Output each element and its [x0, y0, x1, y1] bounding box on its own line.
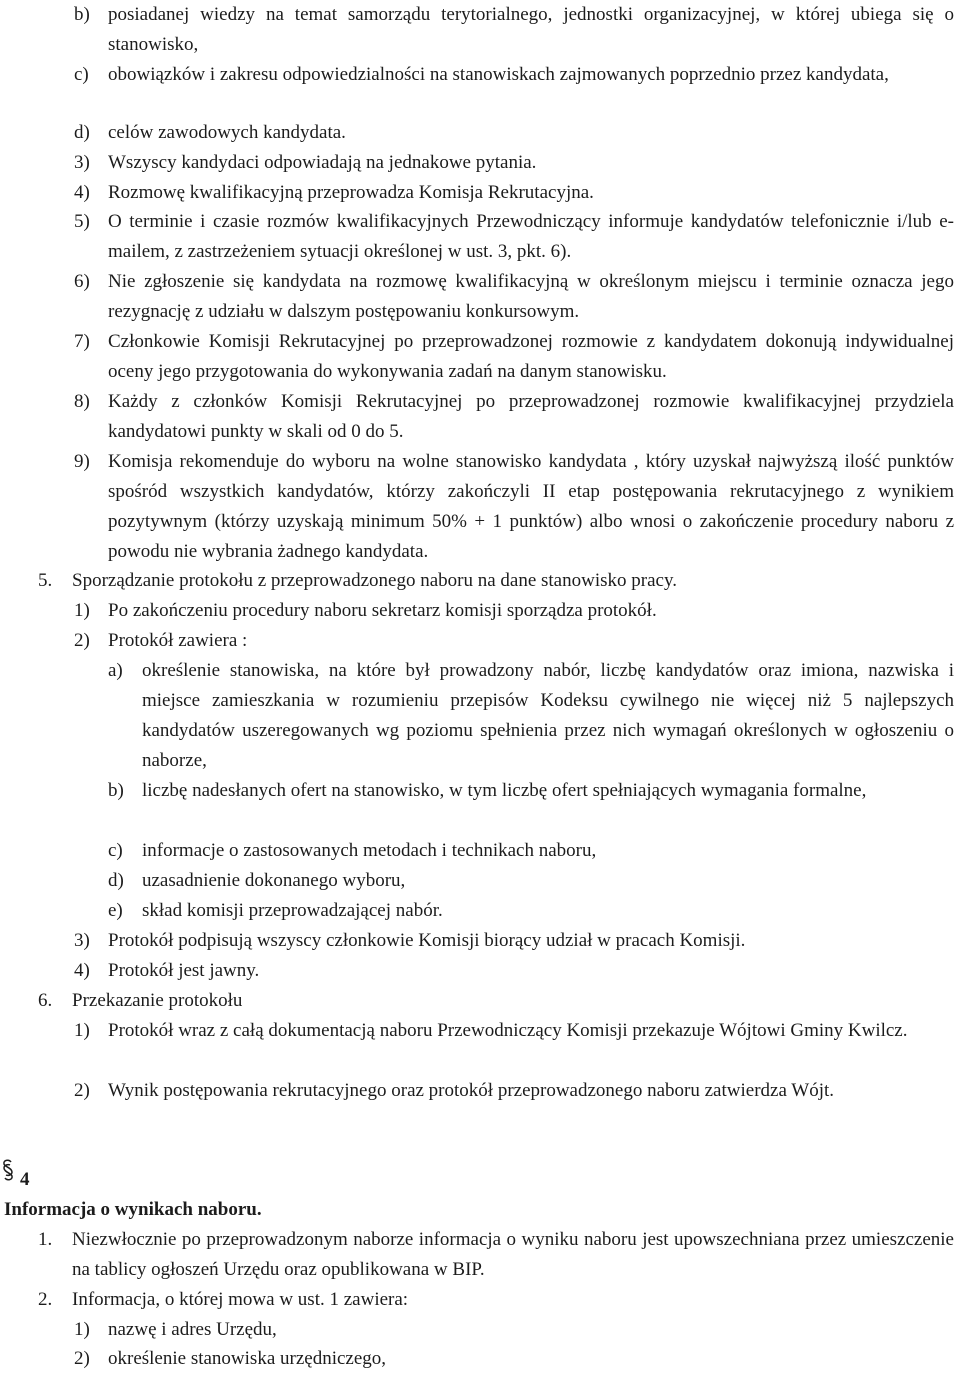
- section-number: 4: [20, 1169, 30, 1190]
- list-marker: 4): [74, 182, 90, 203]
- sub-list-item: [108, 896, 954, 926]
- list-item-text: O terminie i czasie rozmów kwalifikacyjnych Przewodniczący informuje kandydatów telefonicznie i/lub e-mailem, z zastrzeżeniem sytuacji określonej w ust. 3, pkt. 6).: [108, 211, 954, 262]
- list-item: [74, 0, 954, 60]
- list-item-text: Komisja rekomenduje do wyboru na wolne stanowisko kandydata , który uzyskał najwyższą ilość punktów spośród wszystkich kandydatów, którzy zakończyli II etap postępowania rekrutacyjnego z wynikiem pozytywnym (którzy uzyskają minimum 50% + 1 punktów) albo wnosi o zakończenie procedury naboru z powodu nie wybrania żadnego kandydata.: [108, 451, 954, 562]
- list-item-text: obowiązków i zakresu odpowiedzialności na stanowiskach zajmowanych poprzednio przez kandydata,: [108, 64, 889, 85]
- section-item: [38, 1225, 954, 1285]
- sub-list-item: [108, 836, 954, 866]
- list-item: [74, 1076, 954, 1106]
- list-item: [74, 1344, 954, 1374]
- section-marker: 6.: [38, 990, 53, 1011]
- list-marker: 2.: [38, 1289, 53, 1310]
- list-item-text: Wszyscy kandydaci odpowiadają na jednakowe pytania.: [108, 152, 537, 173]
- section-item-text: Sporządzanie protokołu z przeprowadzonego naboru na dane stanowisko pracy.: [72, 570, 677, 591]
- list-item-text: Protokół podpisują wszyscy członkowie Komisji biorący udział w pracach Komisji.: [108, 930, 746, 951]
- section-sign-icon: [0, 1158, 16, 1182]
- list-marker: 1): [74, 1319, 90, 1340]
- list-item-text: określenie stanowiska, na które był prowadzony nabór, liczbę kandydatów oraz imiona, nazwiska i miejsce zamieszkania w rozumieniu przepisów Kodeksu cywilnego nie więcej niż 5 najlepszych kandydatów uszeregowanych wg poziomu spełnienia przez nich wymagań określonych w ogłoszeniu o naborze,: [142, 660, 954, 771]
- list-item-text: Nie zgłoszenie się kandydata na rozmowę kwalifikacyjną w określonym miejscu i terminie oznacza jego rezygnację z udziału w dalszym postępowaniu konkursowym.: [108, 271, 954, 322]
- list-marker: 1): [74, 1020, 90, 1041]
- list-item: [74, 1016, 954, 1046]
- section-title: Informacja o wynikach naboru.: [4, 1199, 262, 1220]
- list-item-text: Wynik postępowania rekrutacyjnego oraz protokół przeprowadzonego naboru zatwierdza Wójt.: [108, 1080, 835, 1101]
- list-marker: 5): [74, 211, 90, 232]
- list-item-text: Członkowie Komisji Rekrutacyjnej po przeprowadzonej rozmowie z kandydatem dokonują indywidualnej oceny jego przygotowania do wykonywania zadań na danym stanowisku.: [108, 331, 954, 382]
- list-marker: c): [74, 64, 89, 85]
- list-item-text: Rozmowę kwalifikacyjną przeprowadza Komisja Rekrutacyjna.: [108, 182, 594, 203]
- list-item-text: Protokół jest jawny.: [108, 960, 260, 981]
- list-item: [74, 178, 954, 208]
- list-marker: 2): [74, 630, 90, 651]
- section-item: [38, 566, 954, 596]
- list-item: [74, 60, 954, 90]
- list-item: [74, 267, 954, 327]
- list-marker: b): [108, 780, 124, 801]
- list-item: [74, 148, 954, 178]
- list-marker: 3): [74, 930, 90, 951]
- list-item: [74, 327, 954, 387]
- sub-list-item: [108, 866, 954, 896]
- list-item-text: określenie stanowiska urzędniczego,: [108, 1348, 387, 1369]
- list-marker: 7): [74, 331, 90, 352]
- list-item-text: Po zakończeniu procedury naboru sekretarz komisji sporządza protokół.: [108, 600, 657, 621]
- sub-list-item: [108, 656, 954, 776]
- list-marker: 6): [74, 271, 90, 292]
- list-marker: 2): [74, 1348, 90, 1369]
- list-marker: b): [74, 4, 90, 25]
- list-item-text: Niezwłocznie po przeprowadzonym naborze informacja o wyniku naboru jest upowszechniana przez umieszczenie na tablicy ogłoszeń Urzędu oraz opublikowana w BIP.: [72, 1229, 954, 1280]
- list-item: [74, 447, 954, 567]
- list-item-text: Informacja, o której mowa w ust. 1 zawiera:: [72, 1289, 409, 1310]
- list-item: [74, 207, 954, 267]
- list-marker: 8): [74, 391, 90, 412]
- list-item-text: informacje o zastosowanych metodach i technikach naboru,: [142, 840, 597, 861]
- list-item: [74, 626, 954, 656]
- list-item-text: posiadanej wiedzy na temat samorządu terytorialnego, jednostki organizacyjnej, w której ubiega się o stanowisko,: [108, 4, 954, 55]
- section-item-text: Przekazanie protokołu: [72, 990, 243, 1011]
- list-item-text: uzasadnienie dokonanego wyboru,: [142, 870, 406, 891]
- list-marker: e): [108, 900, 123, 921]
- list-item: [74, 387, 954, 447]
- list-item-text: Każdy z członków Komisji Rekrutacyjnej po przeprowadzonej rozmowie kwalifikacyjnej przydziela kandydatowi punkty w skali od 0 do 5.: [108, 391, 954, 442]
- list-item: [74, 1315, 954, 1345]
- list-marker: a): [108, 660, 123, 681]
- list-item-text: nazwę i adres Urzędu,: [108, 1319, 277, 1340]
- list-item-text: liczbę nadesłanych ofert na stanowisko, w tym liczbę ofert spełniających wymagania formalne,: [142, 780, 867, 801]
- list-item-text: celów zawodowych kandydata.: [108, 122, 346, 143]
- list-item-text: Protokół zawiera :: [108, 630, 248, 651]
- list-marker: 1.: [38, 1229, 53, 1250]
- list-item: [74, 956, 954, 986]
- list-marker: 9): [74, 451, 90, 472]
- section-item: [38, 1285, 954, 1315]
- list-marker: c): [108, 840, 123, 861]
- list-item: [74, 118, 954, 148]
- list-item: [74, 596, 954, 626]
- list-item: [74, 926, 954, 956]
- sub-list-item: [108, 776, 954, 806]
- list-marker: d): [108, 870, 124, 891]
- list-marker: 3): [74, 152, 90, 173]
- list-item-text: skład komisji przeprowadzającej nabór.: [142, 900, 443, 921]
- section-marker: 5.: [38, 570, 53, 591]
- list-marker: 4): [74, 960, 90, 981]
- list-marker: 2): [74, 1080, 90, 1101]
- list-marker: d): [74, 122, 90, 143]
- section-item: [38, 986, 954, 1016]
- list-marker: 1): [74, 600, 90, 621]
- list-item-text: Protokół wraz z całą dokumentacją naboru Przewodniczący Komisji przekazuje Wójtowi Gminy Kwilcz.: [108, 1020, 908, 1041]
